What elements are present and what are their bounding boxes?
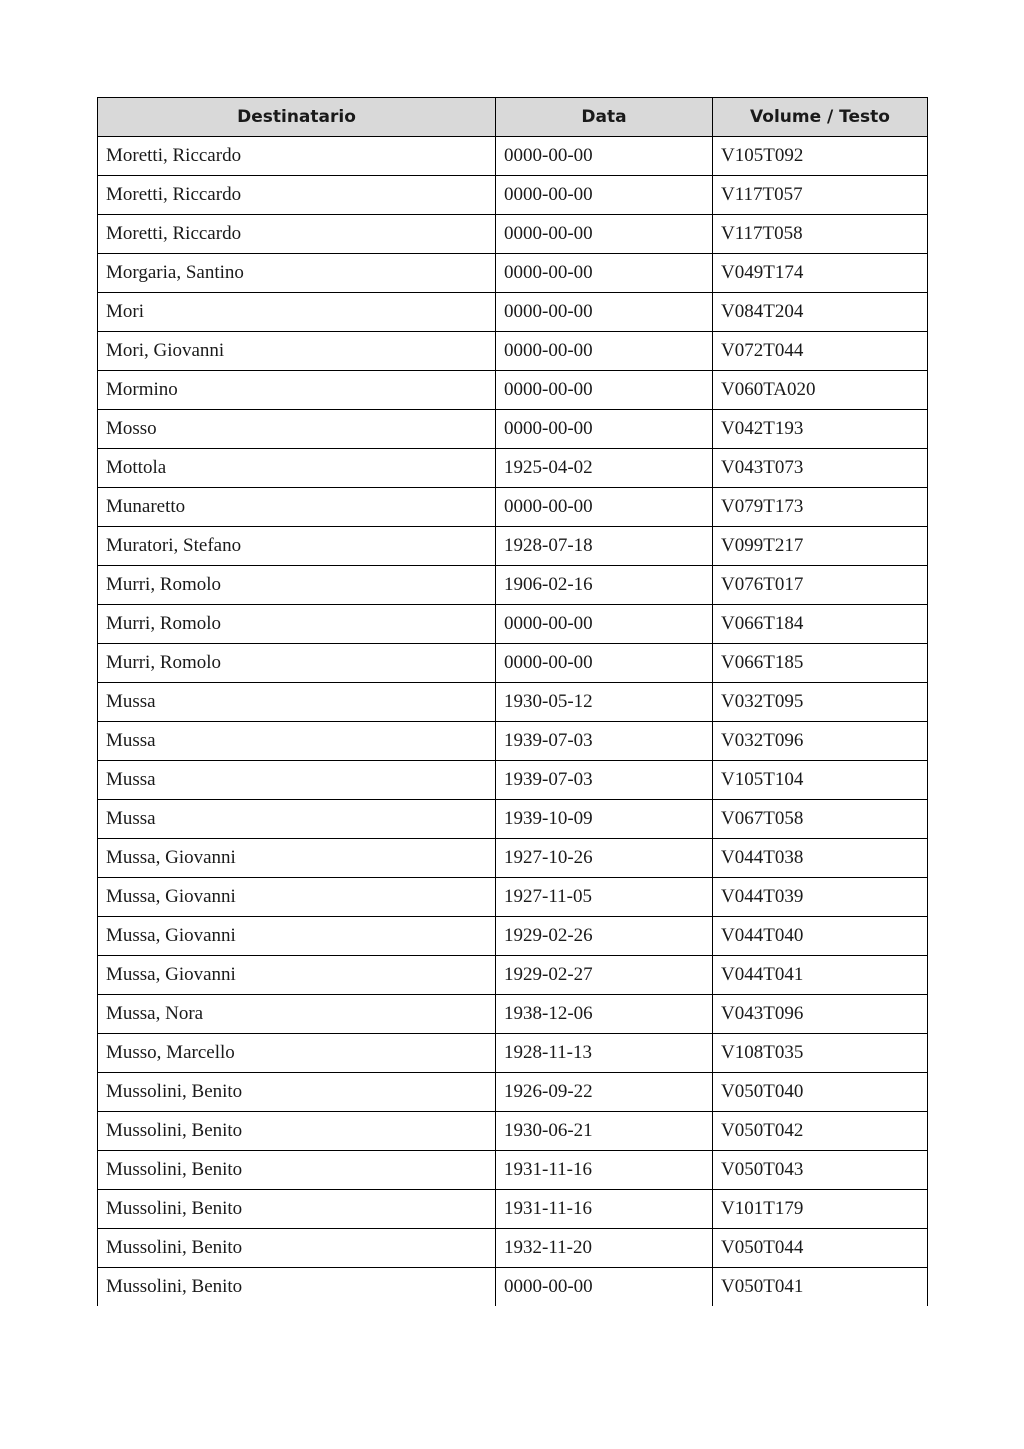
cell-volume-testo: V050T040 (713, 1073, 928, 1112)
cell-volume-testo: V099T217 (713, 527, 928, 566)
cell-destinatario: Mussa, Giovanni (98, 839, 496, 878)
cell-data: 1939-07-03 (496, 761, 713, 800)
header-volume-testo: Volume / Testo (713, 98, 928, 137)
cell-data: 0000-00-00 (496, 605, 713, 644)
cell-destinatario: Mussa, Giovanni (98, 878, 496, 917)
cell-destinatario: Munaretto (98, 488, 496, 527)
cell-volume-testo: V084T204 (713, 293, 928, 332)
cell-volume-testo: V044T040 (713, 917, 928, 956)
table-row (98, 449, 928, 488)
cell-volume-testo: V108T035 (713, 1034, 928, 1073)
cell-data: 0000-00-00 (496, 293, 713, 332)
table-row (98, 1151, 928, 1190)
cell-volume-testo: V066T184 (713, 605, 928, 644)
cell-destinatario: Mussolini, Benito (98, 1112, 496, 1151)
cell-data: 1928-11-13 (496, 1034, 713, 1073)
table-body (98, 137, 928, 1307)
cell-data: 0000-00-00 (496, 1268, 713, 1307)
table-row (98, 917, 928, 956)
cell-data: 0000-00-00 (496, 410, 713, 449)
table-row (98, 566, 928, 605)
cell-volume-testo: V072T044 (713, 332, 928, 371)
cell-destinatario: Mussa (98, 683, 496, 722)
table-header-row (98, 98, 928, 137)
cell-data: 1931-11-16 (496, 1190, 713, 1229)
cell-volume-testo: V079T173 (713, 488, 928, 527)
cell-data: 1930-05-12 (496, 683, 713, 722)
table-row (98, 605, 928, 644)
cell-volume-testo: V050T043 (713, 1151, 928, 1190)
cell-destinatario: Mussa, Nora (98, 995, 496, 1034)
table-row (98, 176, 928, 215)
cell-data: 1906-02-16 (496, 566, 713, 605)
cell-destinatario: Musso, Marcello (98, 1034, 496, 1073)
table-row (98, 1112, 928, 1151)
cell-volume-testo: V117T057 (713, 176, 928, 215)
cell-destinatario: Murri, Romolo (98, 644, 496, 683)
cell-data: 0000-00-00 (496, 176, 713, 215)
cell-volume-testo: V060TA020 (713, 371, 928, 410)
cell-data: 0000-00-00 (496, 215, 713, 254)
table-row (98, 878, 928, 917)
cell-volume-testo: V105T104 (713, 761, 928, 800)
cell-volume-testo: V032T096 (713, 722, 928, 761)
cell-destinatario: Mussolini, Benito (98, 1073, 496, 1112)
table-row (98, 1073, 928, 1112)
cell-data: 1927-10-26 (496, 839, 713, 878)
cell-volume-testo: V067T058 (713, 800, 928, 839)
cell-destinatario: Mussa (98, 800, 496, 839)
cell-destinatario: Mussa, Giovanni (98, 956, 496, 995)
cell-data: 1939-10-09 (496, 800, 713, 839)
cell-volume-testo: V044T041 (713, 956, 928, 995)
cell-volume-testo: V049T174 (713, 254, 928, 293)
cell-data: 0000-00-00 (496, 371, 713, 410)
cell-data: 1929-02-26 (496, 917, 713, 956)
header-destinatario: Destinatario (98, 98, 496, 137)
cell-destinatario: Mussolini, Benito (98, 1268, 496, 1307)
cell-destinatario: Mosso (98, 410, 496, 449)
cell-destinatario: Mottola (98, 449, 496, 488)
table-row (98, 800, 928, 839)
cell-destinatario: Mussolini, Benito (98, 1190, 496, 1229)
cell-volume-testo: V043T073 (713, 449, 928, 488)
cell-data: 0000-00-00 (496, 644, 713, 683)
table-row (98, 371, 928, 410)
cell-volume-testo: V066T185 (713, 644, 928, 683)
cell-data: 1926-09-22 (496, 1073, 713, 1112)
table-row (98, 956, 928, 995)
cell-destinatario: Moretti, Riccardo (98, 137, 496, 176)
table-row (98, 488, 928, 527)
cell-volume-testo: V105T092 (713, 137, 928, 176)
cell-data: 0000-00-00 (496, 332, 713, 371)
cell-data: 1939-07-03 (496, 722, 713, 761)
cell-volume-testo: V050T041 (713, 1268, 928, 1307)
table-row (98, 410, 928, 449)
table-row (98, 839, 928, 878)
cell-data: 0000-00-00 (496, 137, 713, 176)
cell-destinatario: Mormino (98, 371, 496, 410)
header-data: Data (496, 98, 713, 137)
cell-data: 0000-00-00 (496, 488, 713, 527)
table-row (98, 1229, 928, 1268)
table-row (98, 137, 928, 176)
cell-data: 1930-06-21 (496, 1112, 713, 1151)
table-row (98, 761, 928, 800)
cell-data: 1929-02-27 (496, 956, 713, 995)
table-row (98, 683, 928, 722)
table-row (98, 293, 928, 332)
cell-data: 1925-04-02 (496, 449, 713, 488)
cell-data: 1928-07-18 (496, 527, 713, 566)
cell-destinatario: Mussa (98, 722, 496, 761)
cell-destinatario: Mussolini, Benito (98, 1151, 496, 1190)
table-row (98, 1268, 928, 1307)
cell-destinatario: Murri, Romolo (98, 566, 496, 605)
cell-destinatario: Murri, Romolo (98, 605, 496, 644)
table-row (98, 332, 928, 371)
cell-data: 1938-12-06 (496, 995, 713, 1034)
cell-volume-testo: V044T038 (713, 839, 928, 878)
cell-volume-testo: V076T017 (713, 566, 928, 605)
cell-destinatario: Morgaria, Santino (98, 254, 496, 293)
letters-table (97, 97, 928, 1306)
cell-destinatario: Mussa, Giovanni (98, 917, 496, 956)
cell-destinatario: Muratori, Stefano (98, 527, 496, 566)
cell-destinatario: Moretti, Riccardo (98, 215, 496, 254)
cell-volume-testo: V043T096 (713, 995, 928, 1034)
cell-volume-testo: V032T095 (713, 683, 928, 722)
cell-volume-testo: V050T044 (713, 1229, 928, 1268)
table-row (98, 644, 928, 683)
cell-destinatario: Mori (98, 293, 496, 332)
cell-destinatario: Moretti, Riccardo (98, 176, 496, 215)
cell-data: 1932-11-20 (496, 1229, 713, 1268)
cell-data: 0000-00-00 (496, 254, 713, 293)
cell-volume-testo: V050T042 (713, 1112, 928, 1151)
table-row (98, 1190, 928, 1229)
table-row (98, 215, 928, 254)
cell-data: 1927-11-05 (496, 878, 713, 917)
cell-destinatario: Mussolini, Benito (98, 1229, 496, 1268)
table-row (98, 722, 928, 761)
cell-volume-testo: V044T039 (713, 878, 928, 917)
cell-volume-testo: V042T193 (713, 410, 928, 449)
cell-destinatario: Mussa (98, 761, 496, 800)
table-row (98, 995, 928, 1034)
cell-volume-testo: V117T058 (713, 215, 928, 254)
cell-data: 1931-11-16 (496, 1151, 713, 1190)
table-row (98, 1034, 928, 1073)
table-row (98, 254, 928, 293)
cell-volume-testo: V101T179 (713, 1190, 928, 1229)
cell-destinatario: Mori, Giovanni (98, 332, 496, 371)
table-row (98, 527, 928, 566)
